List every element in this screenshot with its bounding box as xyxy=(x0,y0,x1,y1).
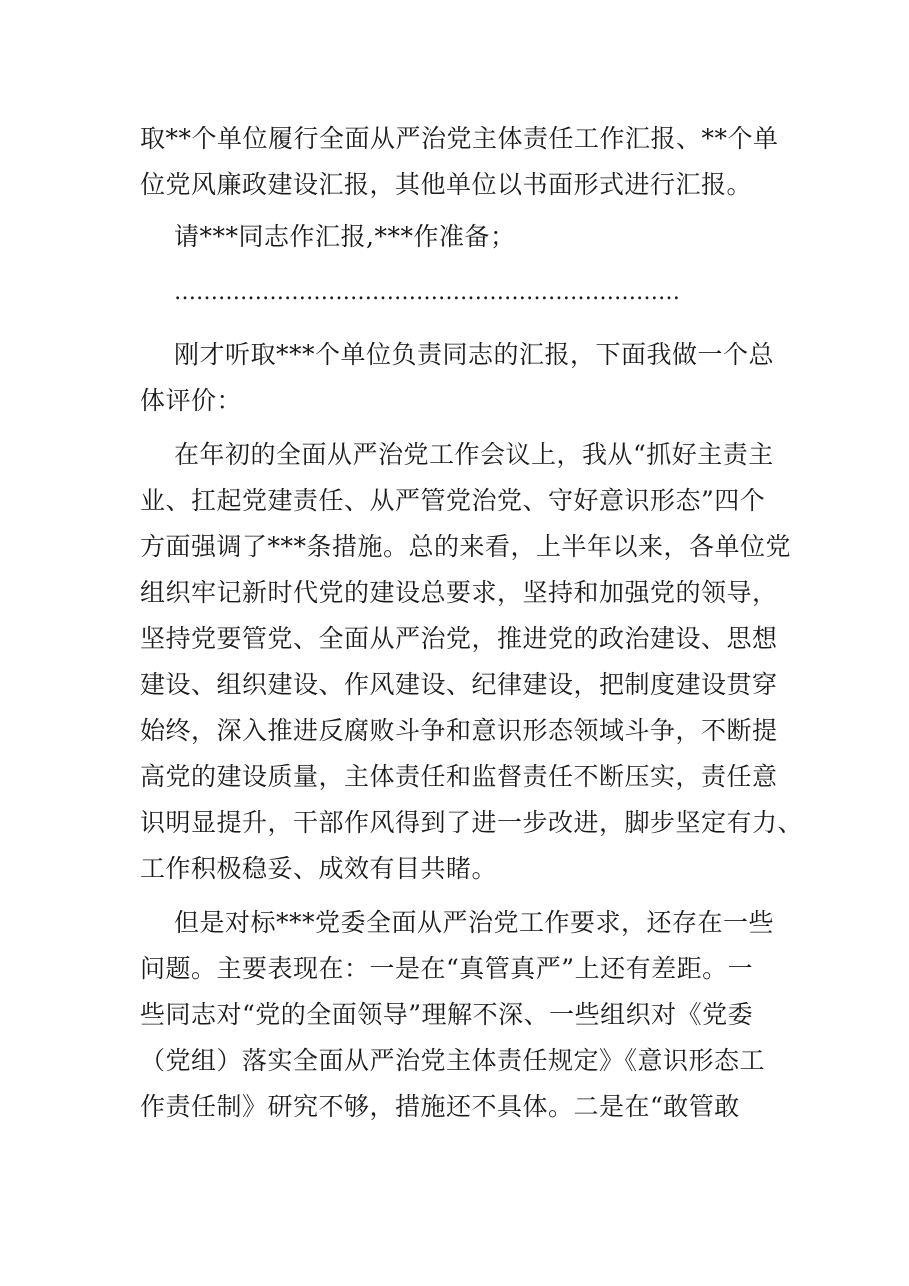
text-line: 在年初的全面从严治党工作会议上，我从“抓好主责主 xyxy=(174,440,774,469)
text-line: 作责任制》研究不够，措施还不具体。二是在“敢管敢 xyxy=(140,1092,740,1121)
text-line: 业、扛起党建责任、从严管党治党、守好意识形态”四个 xyxy=(140,486,766,515)
paragraph-2 xyxy=(140,214,770,260)
text-line: 但是对标***党委全面从严治党工作要求，还存在一些 xyxy=(174,908,775,937)
text-line: 位党风廉政建设汇报，其他单位以书面形式进行汇报。 xyxy=(140,170,753,199)
text-line: 坚持党要管党、全面从严治党，推进党的政治建设、思想 xyxy=(140,624,778,653)
text-line: 识明显提升，干部作风得到了进一步改进，脚步坚定有力、 xyxy=(140,808,804,837)
text-line: 高党的建设质量，主体责任和监督责任不断压实，责任意 xyxy=(140,762,778,791)
text-line: 取**个单位履行全面从严治党主体责任工作汇报、**个单 xyxy=(140,124,779,153)
paragraph-5 xyxy=(140,432,804,892)
text-line: 建设、组织建设、作风建设、纪律建设，把制度建设贯穿 xyxy=(140,670,778,699)
text-line: 始终，深入推进反腐败斗争和意识形态领域斗争，不断提 xyxy=(140,716,778,745)
paragraph-6 xyxy=(140,900,775,1130)
text-line: 请***同志作汇报,***作准备； xyxy=(174,222,516,251)
document-body xyxy=(140,116,804,1130)
text-line: 问题。主要表现在：一是在“真管真严”上还有差距。一 xyxy=(140,954,754,983)
ellipsis-line: …………………………………………………………… xyxy=(174,280,680,305)
text-line: 刚才听取***个单位负责同志的汇报，下面我做一个总 xyxy=(174,340,775,369)
paragraph-1 xyxy=(140,116,779,208)
text-line: 体评价： xyxy=(140,386,243,415)
paragraph-3-ellipsis xyxy=(140,270,770,316)
text-line: 些同志对“党的全面领导”理解不深、一些组织对《党委 xyxy=(140,1000,754,1029)
text-line: 方面强调了***条措施。总的来看，上半年以来，各单位党 xyxy=(140,532,792,561)
text-line: 工作积极稳妥、成效有目共睹。 xyxy=(140,854,498,883)
text-line: 组织牢记新时代党的建设总要求，坚持和加强党的领导， xyxy=(140,578,778,607)
text-line: （党组）落实全面从严治党主体责任规定》《意识形态工 xyxy=(140,1046,766,1075)
paragraph-4 xyxy=(140,332,775,424)
